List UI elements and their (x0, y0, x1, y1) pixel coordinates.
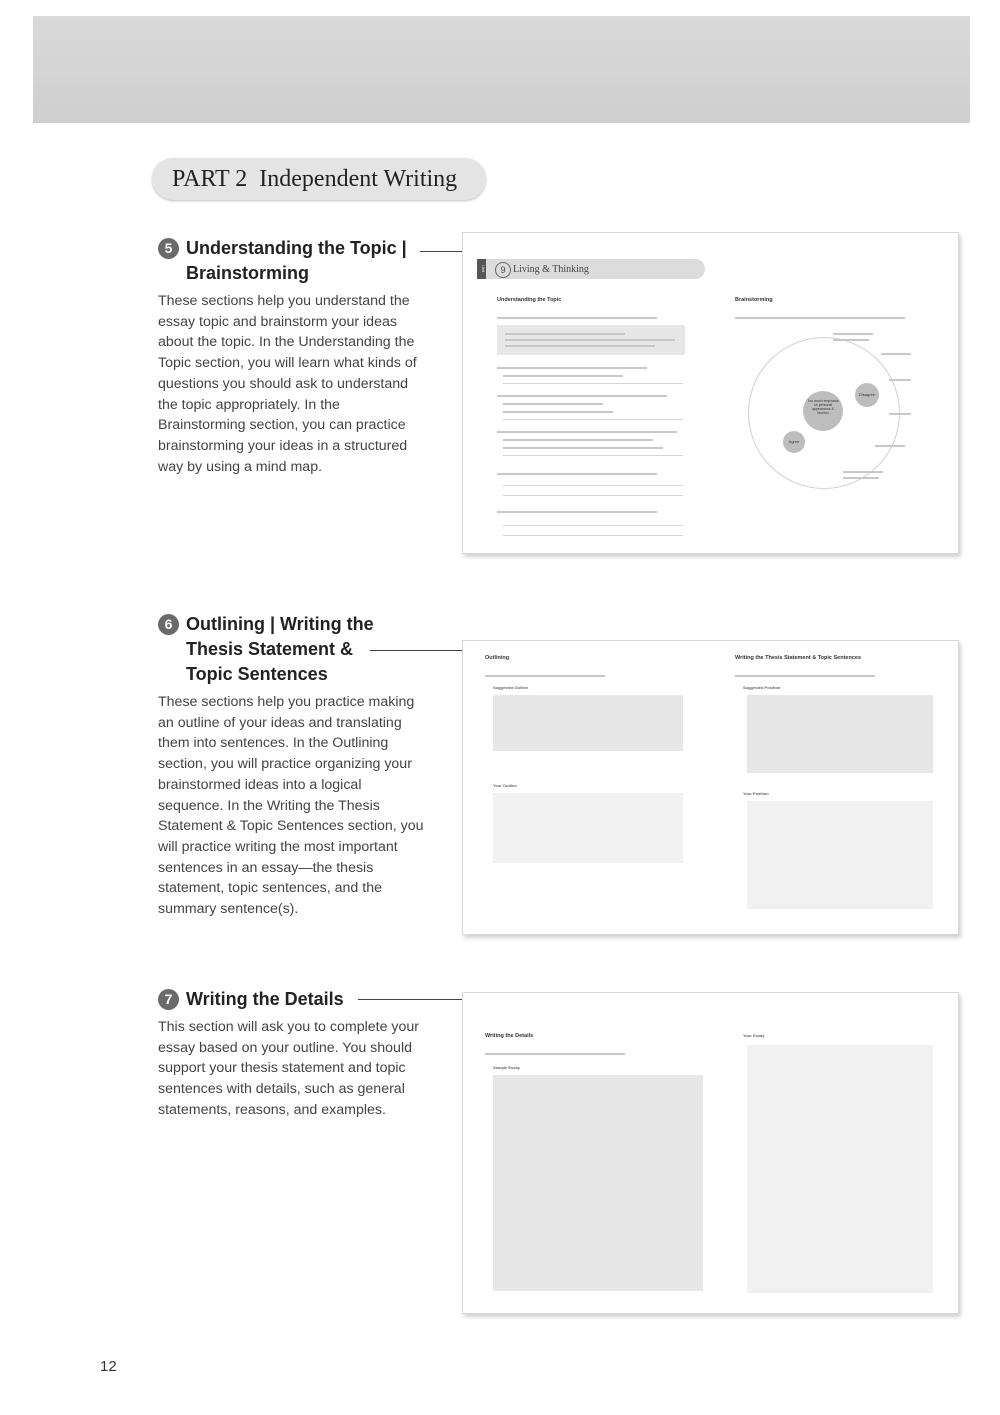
thumb-rule (503, 525, 683, 526)
thumb-subheading: Sample Essay (493, 1065, 520, 1070)
section-body: These sections help you practice making an outline of your ideas and translating them into sentences. In the Outlining section, you will practice organizing your brainstormed ideas into a logical sequence. In the Writing the Thesis Statement & Topic Sentences section, you will practice writing the most important sentences in an essay—the thesis statement, topic sentences, and the summary sentence(s). (158, 694, 424, 918)
thumb-text-line (497, 511, 657, 513)
connector-line (370, 650, 468, 651)
thumb-text-line (843, 477, 879, 479)
thumb-rule (503, 383, 683, 384)
thumb-rule (503, 495, 683, 496)
section-body: These sections help you understand the essay topic and brainstorm your ideas about the topic. In the Understanding the Topic section, you will learn what kinds of questions you should ask to understand the topic appropriately. In the Brainstorming section, you can practice brainstorming your ideas in a structured way by using a mind map. (158, 293, 417, 475)
thumb-text-line (503, 375, 623, 377)
thumb-text-line (833, 339, 869, 341)
thumb-text-line (497, 367, 647, 369)
thumb-position-box (747, 801, 933, 909)
thumb-rule (503, 485, 683, 486)
thumb-your-essay-box (747, 1045, 933, 1293)
thumb-text-line (497, 431, 677, 433)
thumb-left-heading: Writing the Details (485, 1033, 534, 1039)
thumb-text-line (503, 411, 613, 413)
section-title-line1: Outlining | Writing the (186, 614, 374, 634)
section-title-line2: Brainstorming (186, 263, 310, 283)
section-title-line3: Topic Sentences (186, 664, 328, 684)
thumb-text-line (505, 345, 655, 347)
part-heading (152, 158, 486, 200)
thumb-subheading: Your Position (743, 791, 769, 796)
thumb-position-box (747, 695, 933, 773)
thumb-subheading: Suggested Outline (493, 685, 529, 690)
part-title: Independent Writing (259, 165, 458, 192)
thumb-outline-box (493, 695, 683, 751)
thumb-rule (503, 419, 683, 420)
thumb-text-line (505, 333, 625, 335)
section-writing-details (158, 987, 428, 1121)
page-number: 12 (100, 1358, 117, 1375)
section-title-line1: Understanding the Topic | (186, 238, 407, 258)
connector-line (358, 999, 468, 1000)
thumb-rule (503, 455, 683, 456)
section-understanding-topic (158, 236, 428, 477)
section-number-badge: 5 (158, 238, 179, 259)
section-number-badge: 7 (158, 989, 179, 1010)
thumb-text-line (485, 1053, 625, 1055)
thumb-left-heading: Understanding the Topic (497, 297, 562, 303)
thumb-text-line (735, 317, 905, 319)
mind-map-center-node: Too much emphasis on personal appearance & fashion (803, 391, 843, 431)
thumb-subheading: Your Outline (493, 783, 517, 788)
thumb-text-line (503, 447, 663, 449)
unit-number: 9 (495, 262, 511, 278)
thumb-text-line (485, 675, 605, 677)
mind-map-disagree-node: Disagree (855, 383, 879, 407)
thumb-subheading: Your Essay (743, 1033, 765, 1038)
mind-map-agree-node: Agree (783, 431, 805, 453)
thumb-right-heading: Writing the Thesis Statement & Topic Sentences (735, 655, 862, 661)
thumb-outline-box (493, 793, 683, 863)
section-number-badge: 6 (158, 614, 179, 635)
section-outlining (158, 612, 428, 920)
thumb-text-line (505, 339, 675, 341)
thumb-text-line (875, 445, 905, 447)
thumb-text-line (833, 333, 873, 335)
thumb-right-heading: Brainstorming (735, 297, 773, 303)
part-label: PART 2 (172, 165, 248, 192)
section-heading (158, 236, 428, 286)
section-title-line1: Writing the Details (186, 989, 344, 1009)
thumb-text-line (889, 379, 911, 381)
thumb-text-line (497, 395, 667, 397)
unit-title: Living & Thinking (513, 264, 589, 275)
thumb-text-line (843, 471, 883, 473)
thumb-text-line (881, 353, 911, 355)
thumb-left-heading: Outlining (485, 655, 510, 661)
thumbnail-page-brainstorming (462, 232, 959, 554)
thumb-text-line (503, 439, 653, 441)
section-title-line2: Thesis Statement & (186, 639, 354, 659)
thumb-text-line (503, 403, 603, 405)
thumb-text-line (889, 413, 911, 415)
connector-line (420, 251, 468, 252)
thumb-text-line (497, 473, 657, 475)
thumb-subheading: Suggested Position (743, 685, 781, 690)
thumb-rule (503, 535, 683, 536)
section-body: This section will ask you to complete your essay based on your outline. You should support your thesis statement and topic sentences with details, such as general statements, reasons, and examples. (158, 1019, 420, 1118)
thumb-text-line (497, 317, 657, 319)
unit-tab (477, 259, 705, 279)
top-gray-band (33, 16, 970, 123)
thumb-sample-essay-box (493, 1075, 703, 1291)
unit-label: Unit (477, 259, 486, 279)
thumb-text-line (735, 675, 875, 677)
thumbnail-page-outlining (462, 640, 959, 935)
thumbnail-page-details (462, 992, 959, 1314)
